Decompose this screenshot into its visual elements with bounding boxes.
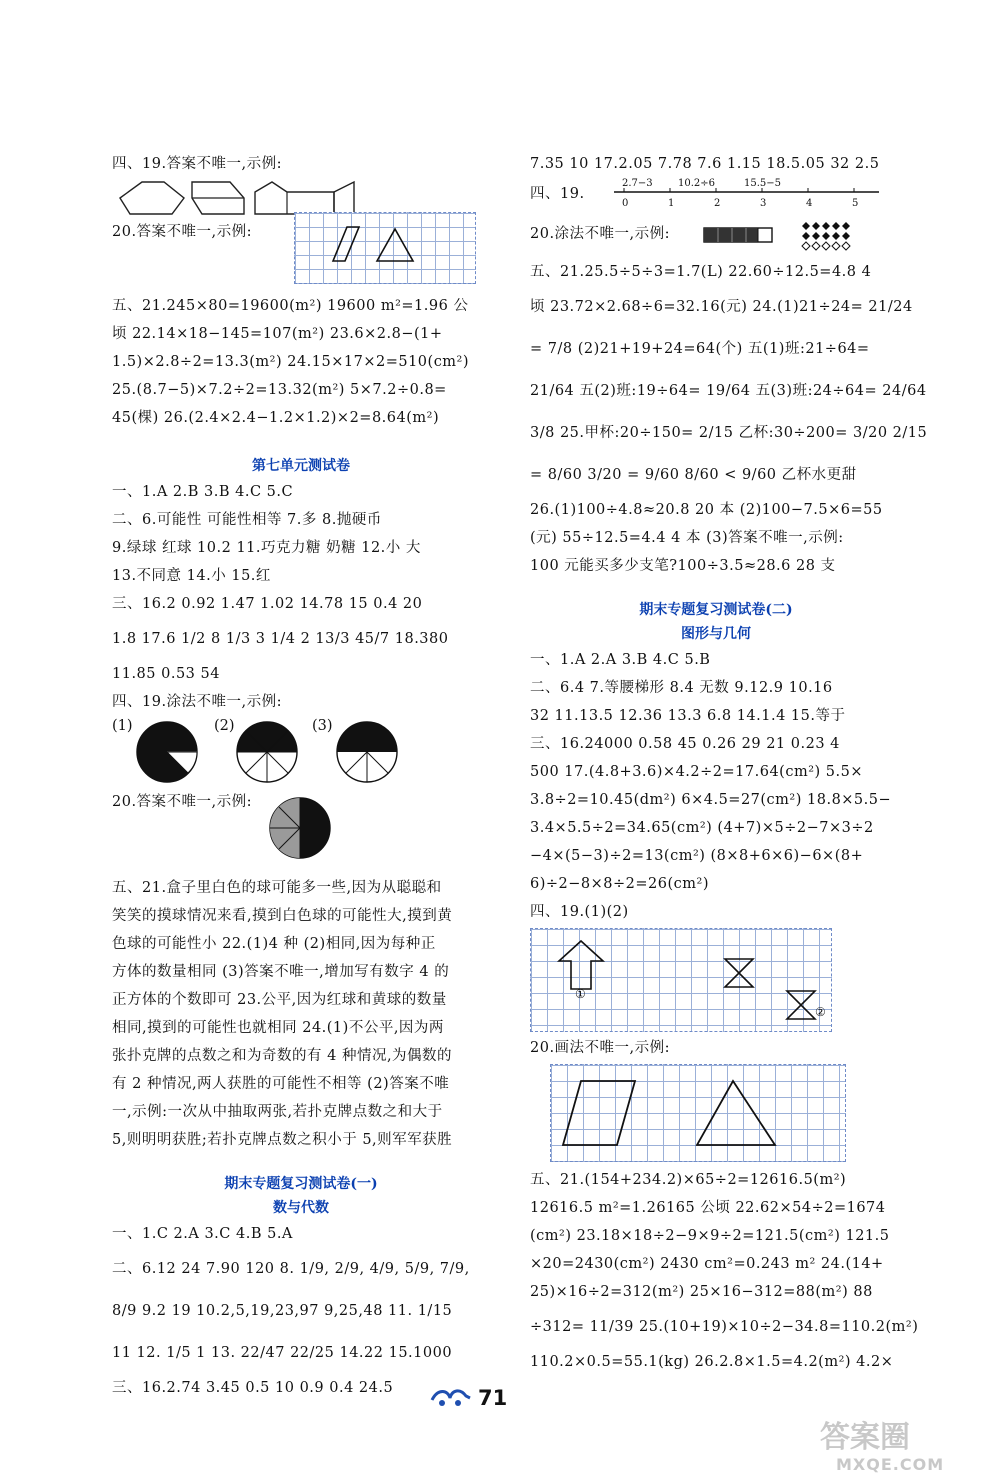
- text-line: 三、16.2.74 3.45 0.5 10 0.9 0.4 24.5: [112, 1380, 394, 1396]
- text-line: 100 元能买多少支笔?100÷3.5≈28.6 28 支: [530, 558, 836, 574]
- text-line: 25.(8.7−5)×7.2÷2=13.32(m²) 5×7.2÷0.8=: [112, 382, 447, 398]
- tick-label: 1: [668, 198, 675, 209]
- triangle-shape: [377, 229, 413, 261]
- text-line: 五、21.25.5÷5÷3=1.7(L) 22.60÷12.5=4.8 4: [530, 264, 872, 280]
- circle-label: (3): [312, 718, 333, 734]
- text-line: 四、19.(1)(2): [530, 904, 629, 920]
- text-line: ×20=2430(cm²) 2430 cm²=0.243 m² 24.(14+: [530, 1256, 884, 1272]
- text-line: 三、16.2 0.92 1.47 1.02 14.78 15 0.4 20: [112, 596, 423, 612]
- pie-circle-1: [137, 722, 197, 782]
- text-line: = 7/8 (2)21+19+24=64(个) 五(1)班:21÷64=: [530, 341, 870, 357]
- text-line: 五、21.245×80=19600(m²) 19600 m²=1.96 公: [112, 298, 469, 314]
- text-line: 相同,摸到的可能性也就相同 24.(1)不公平,因为两: [112, 1020, 444, 1036]
- text-line: 五、21.盒子里白色的球可能多一些,因为从聪聪和: [112, 880, 442, 896]
- text-line: 有 2 种情况,两人获胜的可能性不相等 (2)答案不唯: [112, 1076, 450, 1092]
- text-line: = 8/60 3/20 = 9/60 8/60 < 9/60 乙杯水更甜: [530, 467, 857, 483]
- arrow-shape: [559, 941, 603, 989]
- circle-label: (1): [112, 718, 133, 734]
- shading-example: [702, 218, 872, 252]
- tick-label: 2: [714, 198, 721, 209]
- text-line: 11.85 0.53 54: [112, 666, 220, 682]
- text-line: (cm²) 23.18×18÷2−9×9÷2=121.5(cm²) 121.5: [530, 1228, 890, 1244]
- numline-label: 15.5−5: [744, 178, 782, 189]
- q19-grid-figure: [530, 926, 902, 1034]
- q20-shading-figure: [530, 218, 902, 258]
- watermark: 答案圈: [820, 1420, 910, 1455]
- shaded-circle: [260, 788, 340, 868]
- text-line: 45(棵) 26.(2.4×2.4−1.2×1.2)×2=8.64(m²): [112, 410, 440, 426]
- text-line: 11 12. 1/5 1 13. 22/47 22/25 14.22 15.1000: [112, 1345, 453, 1361]
- text-line: 26.(1)100÷4.8≈20.8 20 本 (2)100−7.5×6=55: [530, 502, 883, 518]
- text-line: 1.8 17.6 1/2 8 1/3 3 1/4 2 13/3 45/7 18.380: [112, 631, 449, 647]
- decorative-logo-icon: [430, 1386, 472, 1412]
- text-line: 三、16.24000 0.58 45 0.26 29 21 0.23 4: [530, 736, 840, 752]
- text-line: 五、21.(154+234.2)×65÷2=12616.5(m²): [530, 1172, 847, 1188]
- parallelogram-shape: [563, 1081, 635, 1145]
- text-line: (元) 55÷12.5=4.4 4 本 (3)答案不唯一,示例:: [530, 530, 844, 546]
- text-line: 1.5)×2.8÷2=13.3(m²) 24.15×17×2=510(cm²): [112, 354, 470, 370]
- drawing-grid: [550, 1064, 846, 1162]
- right-column: [530, 150, 928, 1376]
- text-line: 色球的可能性小 22.(1)4 种 (2)相同,因为每种正: [112, 936, 436, 952]
- text-line: 顷 23.72×2.68÷6=32.16(元) 24.(1)21÷24= 21/24: [530, 299, 913, 315]
- mark-label: ①: [575, 987, 586, 1001]
- shapes-drawing: [112, 178, 362, 216]
- number-line-figure: [530, 178, 902, 218]
- q20-figure: [112, 218, 490, 292]
- text-line: ÷312= 11/39 25.(10+19)×10÷2−34.8=110.2(m²): [530, 1319, 919, 1335]
- section-title: 期末专题复习测试卷(一): [224, 1176, 378, 1192]
- text-line: 一,示例:一次从中抽取两张,若扑克牌点数之和大于: [112, 1104, 443, 1120]
- text-line: 四、19.涂法不唯一,示例:: [112, 694, 283, 710]
- pie-circle-3: [337, 722, 397, 782]
- text-line: 一、1.C 2.A 3.C 4.B 5.A: [112, 1226, 293, 1242]
- section-subtitle: 数与代数: [273, 1200, 329, 1216]
- text-line: 3/8 25.甲杯:20÷150= 2/15 乙杯:30÷200= 3/20 2/15: [530, 425, 928, 441]
- text-line: 3.8÷2=10.45(dm²) 6×4.5=27(cm²) 18.8×5.5−: [530, 792, 892, 808]
- text-line: 9.绿球 红球 10.2 11.巧克力糖 奶糖 12.小 大: [112, 540, 421, 556]
- text-line: 二、6.4 7.等腰梯形 8.4 无数 9.12.9 10.16: [530, 680, 833, 696]
- text-line: 四、19.: [530, 186, 585, 202]
- text-line: 方体的数量相同 (3)答案不唯一,增加写有数字 4 的: [112, 964, 450, 980]
- text-line: 一、1.A 2.A 3.B 4.C 5.B: [530, 652, 711, 668]
- text-line: 13.不同意 14.小 15.红: [112, 568, 271, 584]
- text-line: 6)÷2−8×8÷2=26(cm²): [530, 876, 709, 892]
- text-line: 32 11.13.5 12.36 13.3 6.8 14.1.4 15.等于: [530, 708, 846, 724]
- text-line: 张扑克牌的点数之和为奇数的有 4 种情况,为偶数的: [112, 1048, 453, 1064]
- text-line: 二、6.可能性 可能性相等 7.多 8.抛硬币: [112, 512, 382, 528]
- text-line: 20.涂法不唯一,示例:: [530, 226, 671, 242]
- parallelogram-shape: [333, 227, 359, 261]
- pentagon-shape: [120, 182, 184, 214]
- text-line: 3.4×5.5÷2=34.65(cm²) (4+7)×5÷2−7×3÷2: [530, 820, 874, 836]
- text-line: 12616.5 m²=1.26165 公顷 22.62×54÷2=1674: [530, 1200, 886, 1216]
- numline-label: 10.2÷6: [678, 178, 716, 189]
- tick-label: 3: [760, 198, 767, 209]
- left-column: [112, 150, 490, 1402]
- text-line: 20.答案不唯一,示例:: [112, 794, 253, 810]
- tick-label: 4: [806, 198, 813, 209]
- text-line: 110.2×0.5=55.1(kg) 26.2.8×1.5=4.2(m²) 4.2×: [530, 1354, 894, 1370]
- q20b-grid-figure: [530, 1062, 902, 1166]
- section-subtitle: 图形与几何: [681, 626, 751, 642]
- text-line: 一、1.A 2.B 3.B 4.C 5.C: [112, 484, 294, 500]
- numline-label: 2.7−3: [622, 178, 653, 189]
- text-line: −4×(5−3)÷2=13(cm²) (8×8+6×6)−6×(8+: [530, 848, 864, 864]
- text-line: 21/64 五(2)班:19÷64= 19/64 五(3)班:24÷64= 24/64: [530, 383, 927, 399]
- hourglass-shape-2: [787, 991, 815, 1019]
- watermark-url: MXQE.COM: [836, 1455, 945, 1474]
- text-line: 二、6.12 24 7.90 120 8. 1/9, 2/9, 4/9, 5/9, 7/9,: [112, 1261, 470, 1277]
- drawing-grid: [530, 928, 832, 1032]
- text-line: 25)×16÷2=312(m²) 25×16−312=88(m²) 88: [530, 1284, 873, 1300]
- drawing-grid: [294, 212, 476, 284]
- text-line: 7.35 10 17.2.05 7.78 7.6 1.15 18.5.05 32 2.5: [530, 156, 880, 172]
- page-number: 71: [478, 1386, 508, 1410]
- mark-label: ②: [815, 1005, 826, 1019]
- circle-label: (2): [214, 718, 235, 734]
- text-line: 5,则明明获胜;若扑克牌点数之积小于 5,则军军获胜: [112, 1132, 453, 1148]
- text-line: 8/9 9.2 19 10.2,5,19,23,97 9,25,48 11. 1/15: [112, 1303, 453, 1319]
- tick-label: 5: [852, 198, 859, 209]
- text-line: 正方体的个数即可 23.公平,因为红球和黄球的数量: [112, 992, 447, 1008]
- text-line: 500 17.(4.8+3.6)×4.2÷2=17.64(cm²) 5.5×: [530, 764, 863, 780]
- unfolded-shape: [255, 182, 334, 214]
- q20b-figure: [112, 788, 490, 868]
- circles-figure: [112, 716, 490, 788]
- text-line: 笑笑的摸球情况来看,摸到白色球的可能性大,摸到黄: [112, 908, 453, 924]
- triangle-shape: [697, 1081, 775, 1145]
- pie-circle-2: [237, 722, 297, 782]
- section-title: 第七单元测试卷: [252, 458, 350, 474]
- hourglass-shape-1: [725, 959, 753, 987]
- text-line: 四、19.答案不唯一,示例:: [112, 156, 283, 172]
- text-line: 顷 22.14×18−145=107(m²) 23.6×2.8−(1+: [112, 326, 443, 342]
- text-line: 20.画法不唯一,示例:: [530, 1040, 671, 1056]
- section-title: 期末专题复习测试卷(二): [639, 602, 793, 618]
- tick-label: 0: [622, 198, 629, 209]
- text-line: 20.答案不唯一,示例:: [112, 224, 253, 240]
